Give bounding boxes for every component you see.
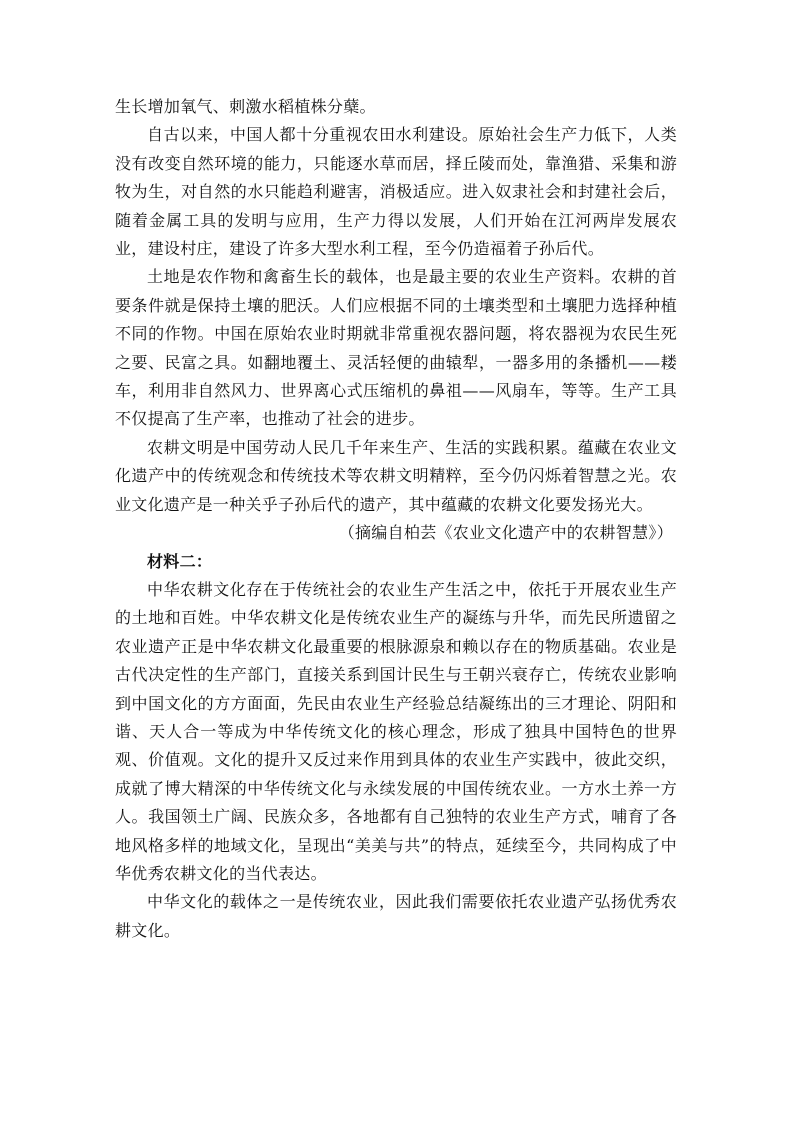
document-body	[115, 93, 677, 945]
paragraph-land-and-tools: 土地是农作物和禽畜生长的载体，也是最主要的农业生产资料。农耕的首要条件就是保持土壤的肥沃。人们应根据不同的土壤类型和土壤肥力选择种植不同的作物。中国在原始农业时期就非常重视农器问题，将农器视为农民生死之要、民富之具。如翻地覆土、灵活轻便的曲辕犁，一器多用的条播机——耧车，利用非自然风力、世界离心式压缩机的鼻祖——风扇车，等等。生产工具不仅提高了生产率，也推动了社会的进步。	[115, 267, 677, 429]
paragraph-farming-civilization: 农耕文明是中国劳动人民几千年来生产、生活的实践积累。蕴藏在农业文化遗产中的传统观念和传统技术等农耕文明精粹，至今仍闪烁着智慧之光。农业文化遗产是一种关乎子孙后代的遗产，其中蕴藏的农耕文化要发扬光大。	[115, 437, 677, 514]
section-heading-material-two: 材料二：	[147, 551, 213, 571]
source-citation: （摘编自柏芸《农业文化遗产中的农耕智慧》）	[338, 523, 673, 543]
paragraph-farming-culture: 中华农耕文化存在于传统社会的农业生产生活之中，依托于开展农业生产的土地和百姓。中华农耕文化是传统农业生产的凝练与升华，而先民所遗留之农业遗产正是中华农耕文化最重要的根脉源泉和赖以存在的物质基础。农业是古代决定性的生产部门，直接关系到国计民生与王朝兴衰存亡，传统农业影响到中国文化的方方面面，先民由农业生产经验总结凝练出的三才理论、阴阳和谐、天人合一等成为中华传统文化的核心理念，形成了独具中国特色的世界观、价值观。文化的提升又反过来作用到具体的农业生产实践中，彼此交织，成就了博大精深的中华传统文化与永续发展的中国传统农业。一方水土养一方人。我国领土广阔、民族众多，各地都有自己独特的农业生产方式，哺育了各地风格多样的地域文化，呈现出“美美与共”的特点，延续至今，共同构成了中华优秀农耕文化的当代表达。	[115, 579, 677, 883]
paragraph-water-conservancy: 自古以来，中国人都十分重视农田水利建设。原始社会生产力低下，人类没有改变自然环境的能力，只能逐水草而居，择丘陵而处，靠渔猎、采集和游牧为生，对自然的水只能趋利避害，消极适应。进入奴隶社会和封建社会后，随着金属工具的发明与应用，生产力得以发展，人们开始在江河两岸发展农业，建设村庄，建设了许多大型水利工程，至今仍造福着子孙后代。	[115, 125, 677, 259]
paragraph-continuation: 生长增加氧气、刺激水稻植株分蘖。	[115, 97, 376, 116]
paragraph-conclusion: 中华文化的载体之一是传统农业，因此我们需要依托农业遗产弘扬优秀农耕文化。	[115, 892, 677, 940]
